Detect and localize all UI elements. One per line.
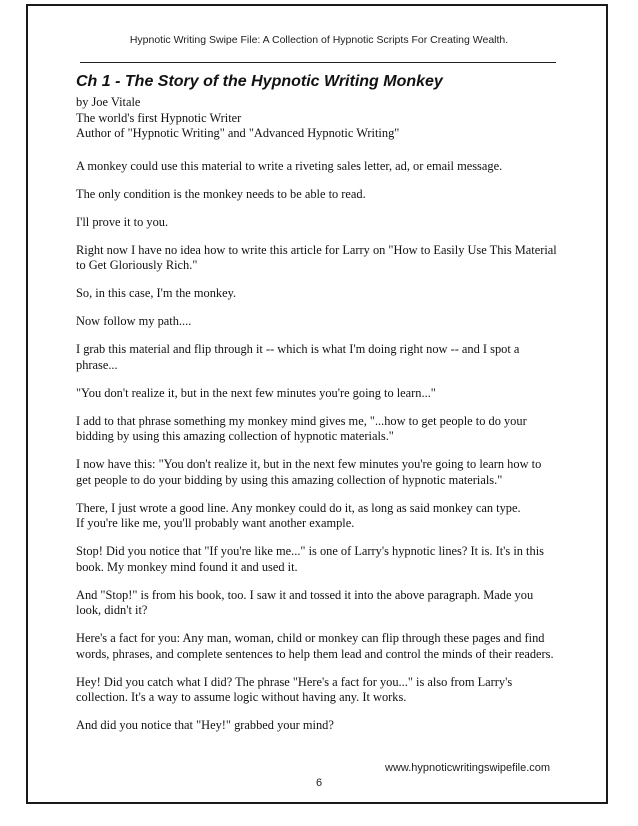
paragraph-line: Here's a fact for you: Any man, woman, child or monkey can flip through these pages and find xyxy=(76,631,545,645)
paragraph xyxy=(76,187,576,203)
paragraph xyxy=(76,286,576,302)
paragraph xyxy=(76,675,576,706)
page-number: 6 xyxy=(315,777,323,789)
paragraph-line: And did you notice that "Hey!" grabbed your mind? xyxy=(76,718,334,732)
paragraph-list xyxy=(76,159,576,734)
paragraph xyxy=(76,544,576,575)
paragraph-line: book. My monkey mind found it and used it. xyxy=(76,559,298,574)
paragraph xyxy=(76,215,576,231)
paragraph xyxy=(76,718,576,734)
paragraph-line: bidding by using this amazing collection of hypnotic materials." xyxy=(76,429,394,443)
byline-credits: Author of "Hypnotic Writing" and "Advanced Hypnotic Writing" xyxy=(76,126,400,140)
paragraph-line: to Get Gloriously Rich." xyxy=(76,258,198,272)
paragraph-line: Stop! Did you notice that "If you're like me..." is one of Larry's hypnotic lines? It is. It's in this xyxy=(76,544,544,558)
running-header: Hypnotic Writing Swipe File: A Collection of Hypnotic Scripts For Creating Wealth. xyxy=(129,34,509,46)
paragraph-line: And "Stop!" is from his book, too. I saw it and tossed it into the above paragraph. Made you xyxy=(76,587,534,602)
paragraph xyxy=(76,588,576,619)
paragraph-line: Right now I have no idea how to write this article for Larry on "How to Easily Use This Material xyxy=(76,242,557,257)
paragraph-line: look, didn't it? xyxy=(76,603,148,617)
paragraph-line: Hey! Did you catch what I did? The phrase "Here's a fact for you..." is also from Larry's xyxy=(76,674,513,689)
paragraph-line: So, in this case, I'm the monkey. xyxy=(76,286,237,300)
paragraph xyxy=(76,631,576,662)
paragraph-line: words, phrases, and complete sentences to help them lead and control the minds of their readers. xyxy=(76,646,554,661)
paragraph-line: If you're like me, you'll probably want another example. xyxy=(76,516,355,530)
paragraph xyxy=(76,386,576,402)
paragraph-line: A monkey could use this material to write a riveting sales letter, ad, or email message. xyxy=(76,158,503,173)
paragraph xyxy=(76,501,576,532)
byline xyxy=(76,95,576,142)
paragraph-line: I now have this: "You don't realize it, but in the next few minutes you're going to learn how to xyxy=(76,457,542,471)
byline-tagline: The world's first Hypnotic Writer xyxy=(76,110,242,125)
paragraph-line: Now follow my path.... xyxy=(76,314,192,328)
paragraph xyxy=(76,159,576,175)
paragraph xyxy=(76,457,576,488)
paragraph-line: phrase... xyxy=(76,357,118,372)
paragraph-line: get people to do your bidding by using this amazing collection of hypnotic materials." xyxy=(76,472,503,487)
paragraph-line: I'll prove it to you. xyxy=(76,214,169,229)
byline-author: by Joe Vitale xyxy=(76,95,141,109)
paragraph-line: "You don't realize it, but in the next few minutes you're going to learn..." xyxy=(76,385,436,400)
paragraph-line: collection. It's a way to assume logic without having any. It works. xyxy=(76,690,407,704)
paragraph-line: I grab this material and flip through it -- which is what I'm doing right now -- and I spot a xyxy=(76,342,520,356)
paragraph-line: The only condition is the monkey needs to be able to read. xyxy=(76,186,366,201)
header-divider xyxy=(80,62,556,63)
chapter-title: Ch 1 - The Story of the Hypnotic Writing Monkey xyxy=(76,73,443,90)
paragraph-line: There, I just wrote a good line. Any monkey could do it, as long as said monkey can type. xyxy=(76,500,521,515)
paragraph xyxy=(76,414,576,445)
paragraph xyxy=(76,342,576,373)
paragraph-line: I add to that phrase something my monkey mind gives me, "...how to get people to do your xyxy=(76,413,527,428)
paragraph xyxy=(76,243,576,274)
paragraph xyxy=(76,314,576,330)
footer-url: www.hypnoticwritingswipefile.com xyxy=(385,762,551,774)
document-body xyxy=(76,72,576,746)
